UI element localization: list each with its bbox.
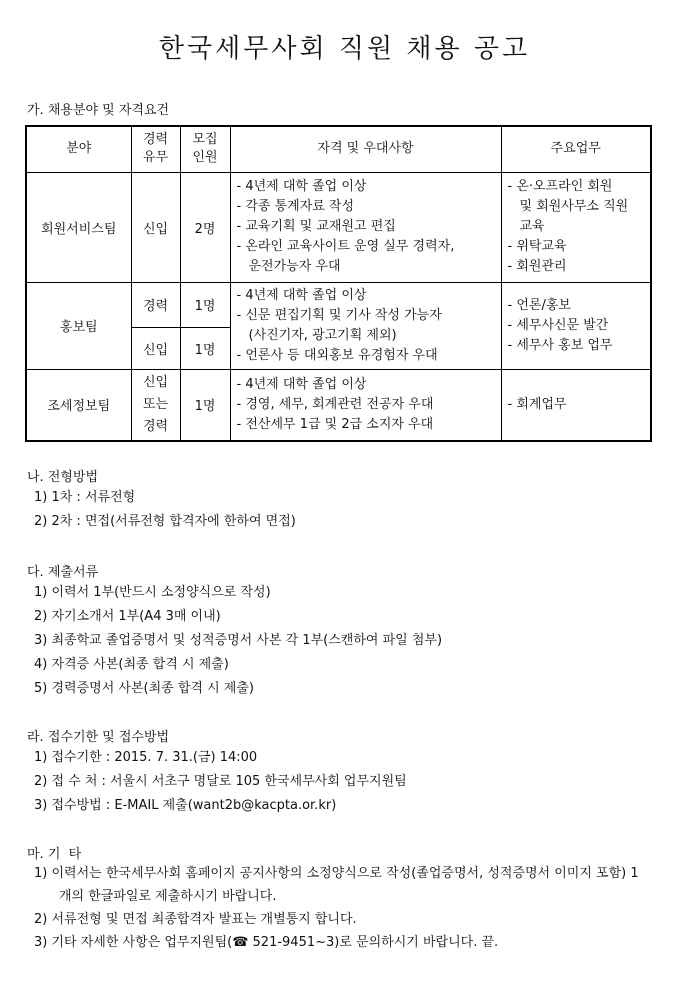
quals-cell <box>230 172 501 282</box>
list-item: - 세무사 홍보 업무 <box>507 337 613 353</box>
list-item: 2) 자기소개서 1부(A4 3매 이내) <box>34 609 221 624</box>
field-cell: 회원서비스팀 <box>26 172 131 282</box>
list-item: 3) 최종학교 졸업증명서 및 성적증명서 사본 각 1부(스캔하여 파일 첨부) <box>34 633 443 648</box>
list-item: - 4년제 대학 졸업 이상 <box>236 376 367 392</box>
list-item: 2) 서류전형 및 면접 최종합격자 발표는 개별통지 합니다. <box>34 912 357 927</box>
section-d-heading: 라. 접수기한 및 접수방법 <box>27 730 170 745</box>
list-item: - 회원관리 <box>507 259 567 274</box>
list-item: - 세무사신문 발간 <box>507 317 609 333</box>
section-a-heading: 가. 채용분야 및 자격요건 <box>27 103 170 118</box>
experience-cell: 신입 또는 경력 <box>131 369 180 441</box>
duties-cell <box>501 369 651 441</box>
header-field: 분야 <box>26 126 131 172</box>
table-row <box>26 172 651 282</box>
list-item: 1) 1차 : 서류전형 <box>34 490 136 505</box>
list-item: - 교육기획 및 교재원고 편집 <box>236 219 396 234</box>
list-item: - 위탁교육 <box>507 239 567 254</box>
list-item: 5) 경력증명서 사본(최종 합격 시 제출) <box>34 681 254 696</box>
list-item: 1) 이력서 1부(반드시 소정양식으로 작성) <box>34 585 271 600</box>
section-e-heading: 마. 기 타 <box>27 847 82 862</box>
count-cell: 1명 <box>180 369 230 441</box>
list-item: - 신문 편집기획 및 기사 작성 가능자 (사진기자, 광고기획 제외) <box>236 307 442 343</box>
experience-cell: 신입 <box>131 328 180 369</box>
duties-cell <box>501 282 651 369</box>
experience-cell: 경력 <box>131 282 180 328</box>
list-item: 2) 접 수 처 : 서울시 서초구 명달로 105 한국세무사회 업무지원팀 <box>34 774 407 789</box>
list-item: 3) 접수방법 : E-MAIL 제출(want2b@kacpta.or.kr) <box>34 798 337 813</box>
duties-cell <box>501 172 651 282</box>
list-item: - 각종 통계자료 작성 <box>236 199 355 214</box>
list-item: - 언론/홍보 <box>507 297 571 313</box>
notes-list <box>34 862 644 954</box>
list-item: - 온라인 교육사이트 운영 실무 경력자, 운전가능자 우대 <box>236 239 455 274</box>
quals-cell <box>230 282 501 369</box>
section-b-heading: 나. 전형방법 <box>27 470 99 485</box>
table-row <box>26 282 651 328</box>
list-item: - 회계업무 <box>507 396 567 412</box>
list-item: 2) 2차 : 면접(서류전형 합격자에 한하여 면접) <box>34 514 296 529</box>
list-item: 1) 접수기한 : 2015. 7. 31.(금) 14:00 <box>34 750 258 765</box>
list-item: - 4년제 대학 졸업 이상 <box>236 287 367 303</box>
section-c-heading: 다. 제출서류 <box>27 565 99 580</box>
header-duties: 주요업무 <box>501 126 651 172</box>
count-cell: 2명 <box>180 172 230 282</box>
list-item: - 온·오프라인 회원 및 회원사무소 직원 교육 <box>507 179 629 234</box>
list-item: - 경영, 세무, 회계관련 전공자 우대 <box>236 396 434 412</box>
header-experience: 경력 유무 <box>131 126 180 172</box>
quals-cell <box>230 369 501 441</box>
field-cell: 홍보팀 <box>26 282 131 369</box>
header-count: 모집 인원 <box>180 126 230 172</box>
header-qualifications: 자격 및 우대사항 <box>230 126 501 172</box>
table-header-row <box>26 126 651 172</box>
table-row <box>26 369 651 441</box>
page-title: 한국세무사회 직원 채용 공고 <box>158 34 531 64</box>
count-cell: 1명 <box>180 282 230 328</box>
field-cell: 조세정보팀 <box>26 369 131 441</box>
list-item: 1) 이력서는 한국세무사회 홈페이지 공지사항의 소정양식으로 작성(졸업증명서, 성적증명서 이미지 포함) 1개의 한글파일로 제출하시기 바랍니다. <box>34 866 639 904</box>
recruitment-table <box>25 125 652 442</box>
list-item: 3) 기타 자세한 사항은 업무지원팀(☎ 521-9451~3)로 문의하시기 바랍니다. 끝. <box>34 935 499 950</box>
experience-cell: 신입 <box>131 172 180 282</box>
list-item: - 전산세무 1급 및 2급 소지자 우대 <box>236 416 434 432</box>
count-cell: 1명 <box>180 328 230 369</box>
list-item: 4) 자격증 사본(최종 합격 시 제출) <box>34 657 229 672</box>
list-item: - 4년제 대학 졸업 이상 <box>236 179 367 194</box>
list-item: - 언론사 등 대외홍보 유경험자 우대 <box>236 347 438 363</box>
